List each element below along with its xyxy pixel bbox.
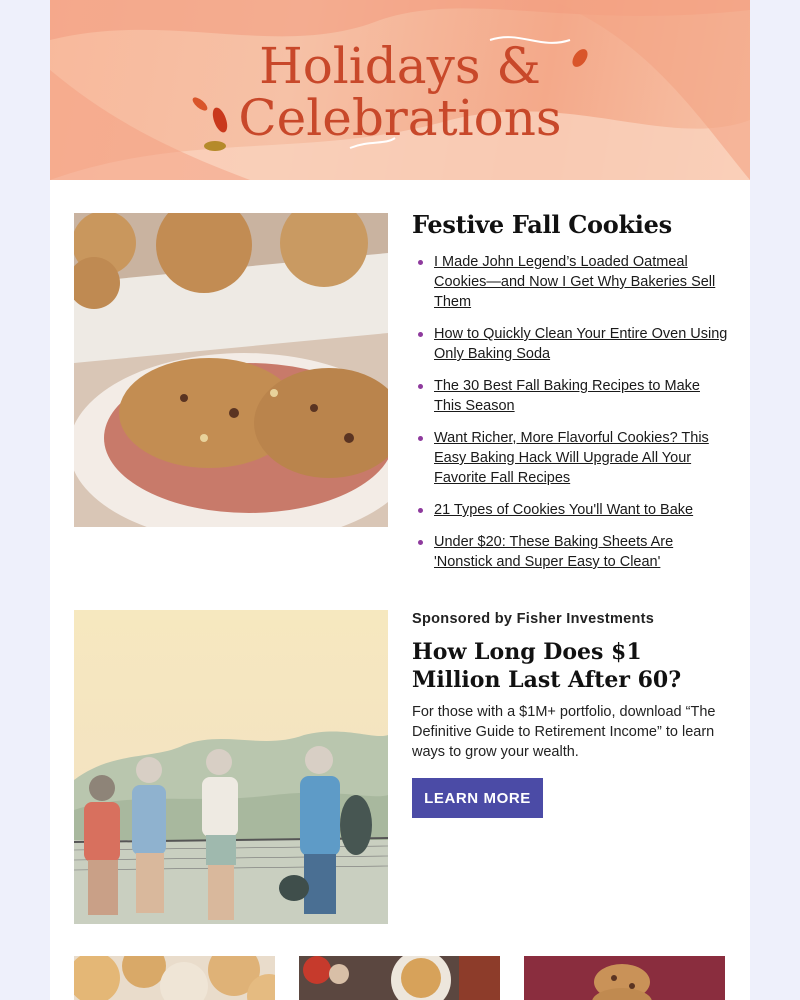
section-title: Festive Fall Cookies <box>412 210 672 239</box>
banner-title-line1: Holidays & <box>259 37 541 95</box>
list-item <box>412 532 730 572</box>
list-item <box>412 376 730 416</box>
newsletter-container <box>50 0 750 1000</box>
list-item <box>412 428 730 488</box>
thumbnail-snickerdoodles[interactable] <box>74 956 275 1000</box>
article-links-list <box>412 252 730 584</box>
sponsored-illustration[interactable] <box>74 610 388 924</box>
list-item <box>412 252 730 312</box>
thumbnail-stacked-cookies[interactable] <box>524 956 725 1000</box>
article-link[interactable]: 21 Types of Cookies You'll Want to Bake <box>434 502 694 518</box>
cookies-photo[interactable] <box>74 213 388 527</box>
banner-title-line2: Celebrations <box>238 89 562 147</box>
article-link[interactable]: How to Quickly Clean Your Entire Oven Using Only Baking Soda <box>434 326 728 362</box>
list-item <box>412 324 730 364</box>
article-link[interactable]: Under $20: These Baking Sheets Are 'Nonstick and Super Easy to Clean' <box>434 534 674 570</box>
article-link[interactable]: The 30 Best Fall Baking Recipes to Make This Season <box>434 378 700 414</box>
article-link[interactable]: Want Richer, More Flavorful Cookies? This Easy Baking Hack Will Upgrade All Your Favorite Fall Recipes <box>434 430 709 486</box>
sponsored-headline[interactable]: How Long Does $1 Million Last After 60? <box>412 639 682 693</box>
learn-more-button[interactable]: LEARN MORE <box>412 778 543 818</box>
list-item <box>412 500 730 520</box>
sponsored-body-text: For those with a $1M+ portfolio, download “The Definitive Guide to Retirement Income” to learn ways to grow your wealth. <box>412 704 716 760</box>
article-link[interactable]: I Made John Legend’s Loaded Oatmeal Cookies—and Now I Get Why Bakeries Sell Them <box>434 254 716 310</box>
sponsor-label: Sponsored by Fisher Investments <box>412 611 655 627</box>
thumbnail-apple-dessert[interactable] <box>299 956 500 1000</box>
holiday-banner <box>50 0 750 180</box>
